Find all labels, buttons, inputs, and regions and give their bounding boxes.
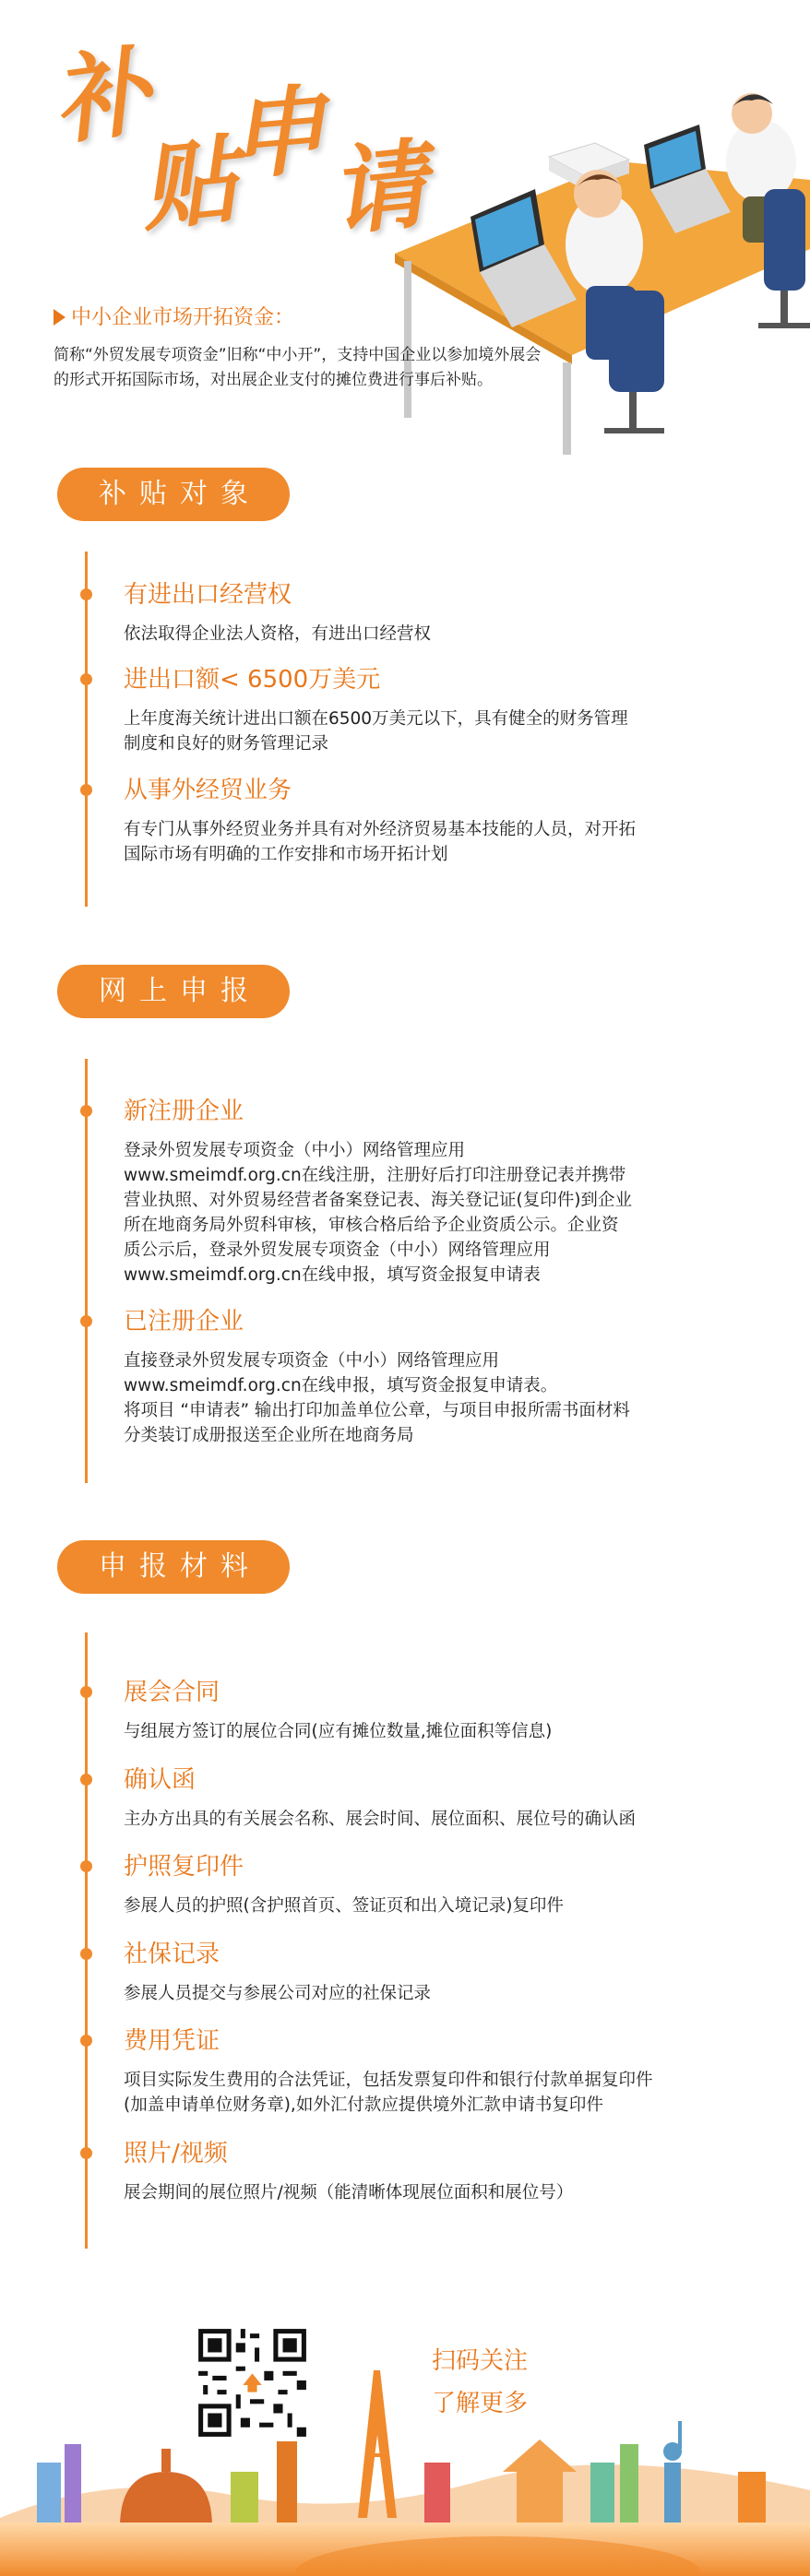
item-title: 护照复印件 — [124, 1853, 244, 1881]
item-title: 展会合同 — [124, 1679, 220, 1706]
qr-code[interactable] — [194, 2324, 311, 2441]
world-landmarks-skyline — [0, 2333, 810, 2576]
office-illustration — [387, 88, 810, 457]
timeline-dot-icon — [80, 588, 92, 600]
timeline-item — [124, 775, 788, 867]
item-description: 直接登录外贸发展专项资金（中小）网络管理应用 www.smeimdf.org.cn在线申报，填写资金报复申请表。 将项目 “申请表” 输出打印加盖单位公章，与项目申报所需书面材料 分类装订成册报送至企业所在地商务局 — [124, 1351, 630, 1445]
hero-title-char-2: 贴 — [135, 123, 238, 245]
item-description: 登录外贸发展专项资金（中小）网络管理应用 www.smeimdf.org.cn在线注册，注册好后打印注册登记表并携带 营业执照、对外贸易经营者备案登记表、海关登记证(复印件)到企业 所在地商务局外贸科审核，审核合格后给予企业资质公示。企业资 质公示后，登录外贸发展专项资金（中小）网络管理应用 www.smeimdf.org.cn在线申报，填写资金报复申请表 — [124, 1141, 632, 1285]
item-description: 与组展方签订的展位合同(应有摊位数量,摊位面积等信息) — [124, 1722, 553, 1741]
intro-title-text: 中小企业市场开拓资金： — [71, 306, 295, 329]
timeline-item — [124, 664, 788, 756]
timeline-item — [124, 1096, 788, 1288]
timeline-dot-icon — [80, 673, 92, 685]
timeline-item — [124, 579, 788, 647]
item-title: 照片/视频 — [124, 2140, 228, 2167]
item-description: 主办方出具的有关展会名称、展会时间、展位面积、展位号的确认函 — [124, 1810, 637, 1829]
timeline-line — [85, 552, 88, 907]
item-description: 参展人员提交与参展公司对应的社保记录 — [124, 1984, 432, 2003]
timeline-dot-icon — [80, 2147, 92, 2159]
timeline-dot-icon — [80, 1686, 92, 1698]
follow-line-1: 扫码关注 — [432, 2347, 529, 2375]
timeline-dot-icon — [80, 1315, 92, 1327]
intro-block — [54, 302, 552, 393]
item-title: 从事外经贸业务 — [124, 777, 292, 804]
section-heading-application-materials: 申报材料 — [57, 1540, 290, 1594]
item-title: 已注册企业 — [124, 1308, 244, 1335]
timeline-dot-icon — [80, 1860, 92, 1872]
intro-heading — [54, 302, 552, 330]
item-description: 有专门从事外经贸业务并具有对外经济贸易基本技能的人员，对开拓 国际市场有明确的工作安排和市场开拓计划 — [124, 820, 637, 864]
timeline-online-application — [85, 1059, 749, 1483]
hero-title-char-1: 补 — [45, 33, 152, 160]
section-heading-subsidy-target: 补贴对象 — [57, 468, 290, 521]
item-title: 有进出口经营权 — [124, 581, 292, 609]
follow-line-2: 了解更多 — [432, 2390, 529, 2417]
timeline-item — [124, 1677, 788, 1744]
timeline-dot-icon — [80, 784, 92, 796]
item-description: 项目实际发生费用的合法凭证，包括发票复印件和银行付款单据复印件 (加盖申请单位财务章),如外汇付款应提供境外汇款申请书复印件 — [124, 2071, 653, 2115]
timeline-item — [124, 1939, 788, 2006]
item-description: 依法取得企业法人资格，有进出口经营权 — [124, 624, 432, 644]
item-description: 上年度海关统计进出口额在6500万美元以下，具有健全的财务管理 制度和良好的财务管理记录 — [124, 709, 628, 754]
section-heading-online-application: 网上申报 — [57, 965, 290, 1018]
hero-title — [45, 33, 441, 250]
timeline-item — [124, 2025, 788, 2118]
timeline-item — [124, 2138, 788, 2205]
hero-title-char-3: 申 — [223, 72, 325, 195]
triangle-bullet-icon — [54, 309, 66, 326]
follow-prompt — [432, 2340, 528, 2425]
item-title: 进出口额< 6500万美元 — [124, 666, 381, 694]
timeline-dot-icon — [80, 1774, 92, 1786]
intro-paragraph: 简称“外贸发展专项资金”旧称“中小开”，支持中国企业以参加境外展会的形式开拓国际市场，对出展企业支付的摊位费进行事后补贴。 — [54, 346, 542, 389]
timeline-item — [124, 1851, 788, 1918]
hero-title-char-4: 请 — [324, 127, 427, 250]
timeline-subsidy-target — [85, 552, 749, 907]
timeline-item — [124, 1306, 788, 1448]
item-title: 确认函 — [124, 1766, 197, 1794]
timeline-dot-icon — [80, 2035, 92, 2047]
timeline-dot-icon — [80, 1105, 92, 1117]
item-title: 社保记录 — [124, 1941, 220, 1968]
timeline-item — [124, 1764, 788, 1832]
timeline-application-materials — [85, 1632, 749, 2249]
timeline-line — [85, 1059, 88, 1483]
item-title: 费用凭证 — [124, 2027, 220, 2055]
item-title: 新注册企业 — [124, 1098, 244, 1125]
item-description: 参展人员的护照(含护照首页、签证页和出入境记录)复印件 — [124, 1896, 564, 1916]
timeline-dot-icon — [80, 1948, 92, 1960]
item-description: 展会期间的展位照片/视频（能清晰体现展位面积和展位号） — [124, 2183, 574, 2202]
